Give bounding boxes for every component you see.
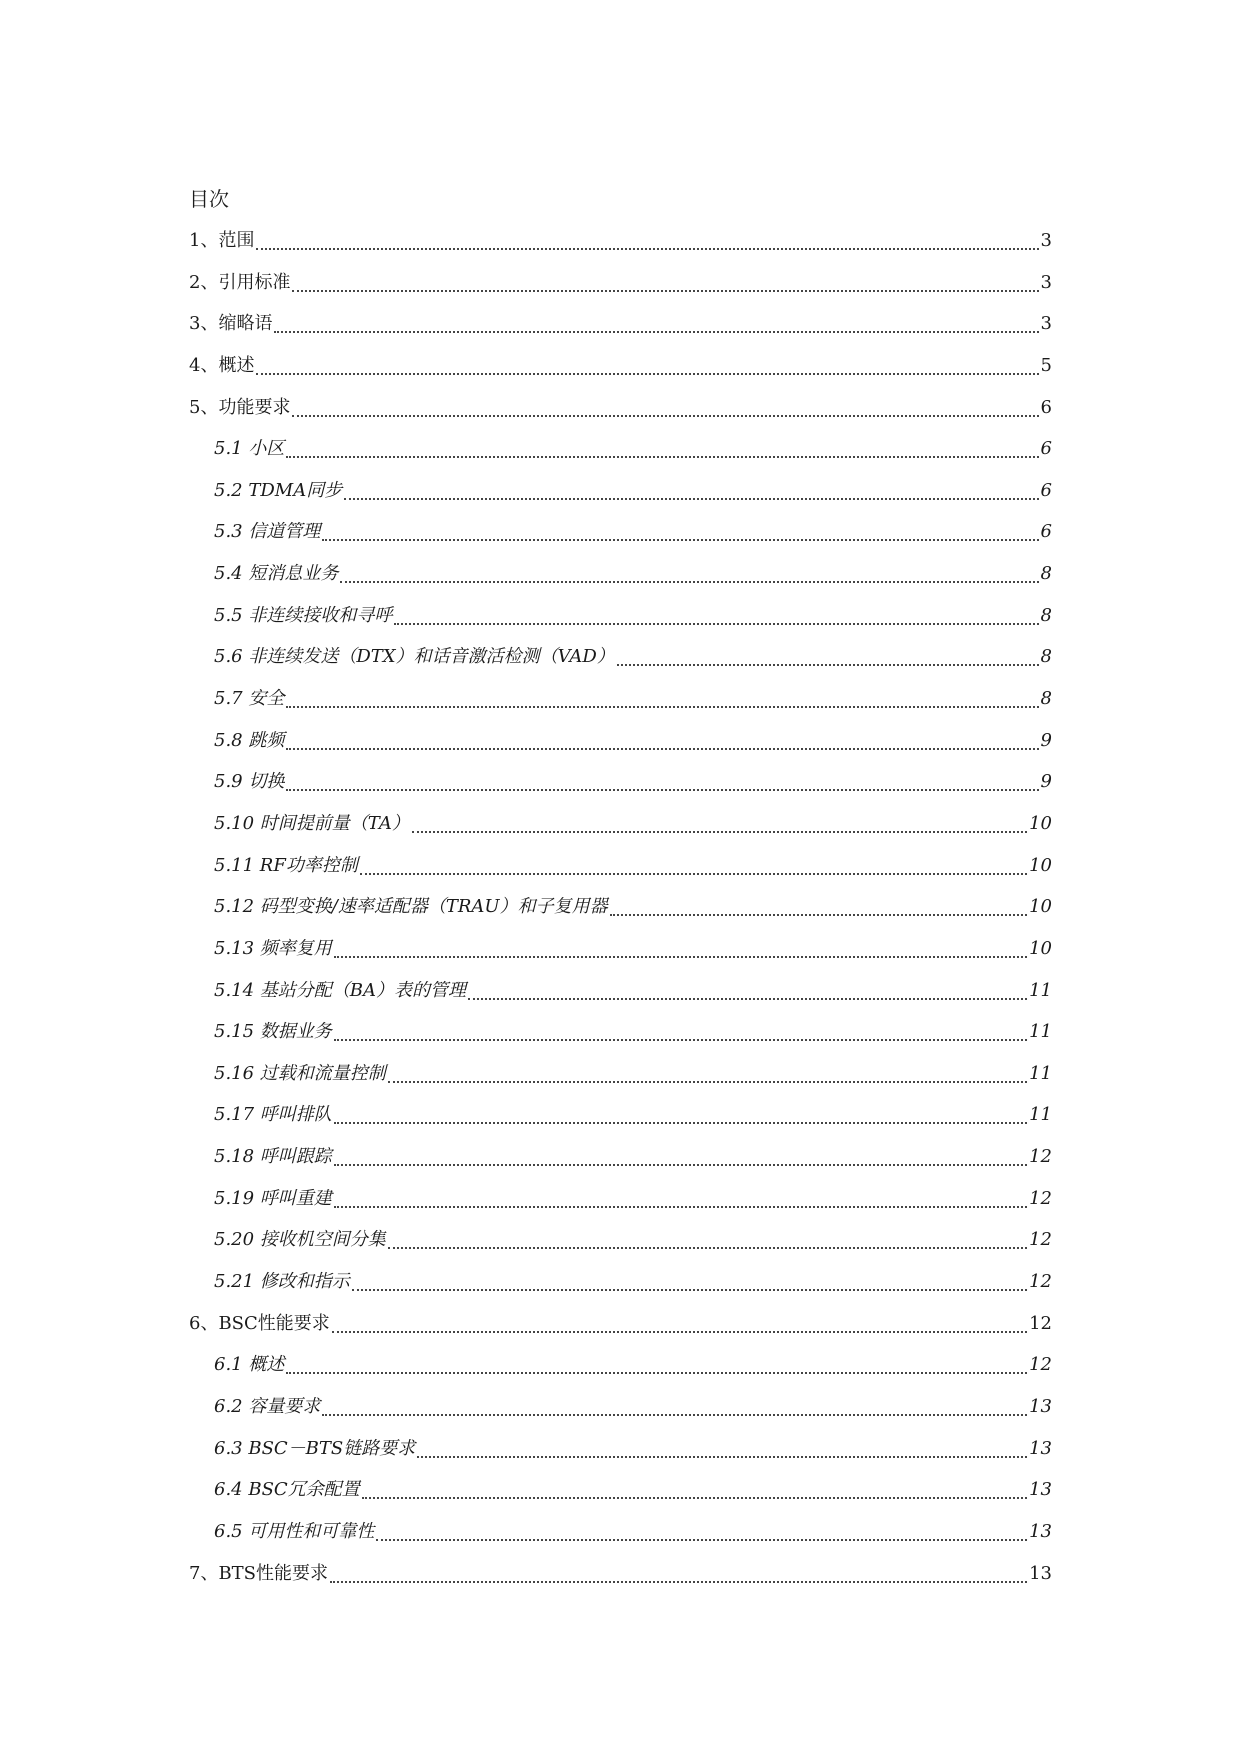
toc-entry-label: 5.21 修改和指示 — [214, 1271, 350, 1293]
toc-dot-leader — [256, 354, 1038, 375]
toc-entry-label: 5.15 数据业务 — [214, 1021, 332, 1043]
toc-entry-label: 5.2 TDMA同步 — [214, 479, 343, 501]
toc-entry-label: 1、范围 — [189, 230, 255, 251]
toc-page-number: 13 — [1029, 1437, 1052, 1459]
toc-page-number: 6 — [1040, 521, 1052, 543]
toc-entry[interactable] — [189, 1437, 1052, 1479]
toc-entry[interactable] — [189, 1312, 1052, 1354]
toc-page-number: 8 — [1040, 604, 1052, 626]
toc-dot-leader — [334, 1103, 1027, 1124]
toc-entry[interactable] — [189, 437, 1052, 479]
toc-dot-leader — [292, 396, 1038, 417]
toc-page-number: 12 — [1029, 1312, 1052, 1334]
toc-page-number: 13 — [1029, 1562, 1052, 1584]
toc-page-number: 11 — [1029, 1021, 1052, 1043]
toc-page-number: 10 — [1029, 896, 1052, 918]
toc-entry-label: 5.16 过载和流量控制 — [214, 1062, 386, 1084]
toc-dot-leader — [412, 812, 1027, 833]
toc-dot-leader — [286, 770, 1038, 791]
toc-page-number: 13 — [1029, 1479, 1052, 1501]
toc-entry[interactable] — [189, 229, 1052, 271]
toc-entry[interactable] — [189, 979, 1052, 1021]
toc-page-number: 3 — [1040, 271, 1052, 293]
toc-entry[interactable] — [189, 1228, 1052, 1270]
toc-entry[interactable] — [189, 1103, 1052, 1145]
toc-page-number: 10 — [1029, 812, 1052, 834]
toc-entry-label: 2、引用标准 — [189, 271, 291, 293]
toc-entry-label: 5.4 短消息业务 — [214, 563, 339, 585]
toc-dot-leader — [394, 604, 1038, 625]
toc-dot-leader — [340, 562, 1038, 583]
toc-entry[interactable] — [189, 812, 1052, 854]
toc-dot-leader — [274, 312, 1038, 333]
toc-dot-leader — [330, 1562, 1027, 1583]
toc-dot-leader — [362, 1478, 1027, 1499]
toc-dot-leader — [388, 1228, 1027, 1249]
toc-page-number: 11 — [1029, 1104, 1052, 1126]
toc-dot-leader — [344, 479, 1038, 500]
toc-entry-label: 6.1 概述 — [214, 1354, 285, 1376]
toc-dot-leader — [617, 645, 1039, 666]
toc-page-number: 8 — [1040, 563, 1052, 585]
toc-dot-leader — [417, 1437, 1027, 1458]
toc-entry[interactable] — [189, 604, 1052, 646]
toc-page-number: 8 — [1040, 688, 1052, 710]
toc-entry-label: 5.3 信道管理 — [214, 521, 321, 543]
toc-page-number: 12 — [1029, 1271, 1052, 1293]
toc-dot-leader — [286, 1353, 1027, 1374]
toc-entry[interactable] — [189, 396, 1052, 438]
toc-entry-label: 5.14 基站分配（BA）表的管理 — [214, 979, 467, 1001]
toc-entry[interactable] — [189, 1520, 1052, 1562]
toc-dot-leader — [322, 1395, 1027, 1416]
toc-page-number: 6 — [1040, 479, 1052, 501]
toc-entry-label: 5.1 小区 — [214, 438, 285, 460]
toc-page-number: 10 — [1029, 937, 1052, 959]
toc-entry-label: 5.11 RF功率控制 — [214, 854, 358, 876]
toc-entry[interactable] — [189, 1395, 1052, 1437]
toc-page-number: 10 — [1029, 854, 1052, 876]
toc-entry-label: 6.5 可用性和可靠性 — [214, 1520, 375, 1542]
toc-entry-label: 5、功能要求 — [189, 396, 291, 418]
toc-page-number: 12 — [1029, 1229, 1052, 1251]
toc-entry-label: 5.8 跳频 — [214, 729, 285, 751]
toc-dot-leader — [610, 895, 1028, 916]
toc-entry[interactable] — [189, 354, 1052, 396]
toc-entry[interactable] — [189, 895, 1052, 937]
toc-entry[interactable] — [189, 1187, 1052, 1229]
toc-page-number: 12 — [1029, 1146, 1052, 1168]
toc-page-number: 3 — [1040, 230, 1052, 251]
toc-entry-label: 3、缩略语 — [189, 313, 273, 335]
toc-dot-leader — [334, 1187, 1027, 1208]
toc-dot-leader — [322, 520, 1038, 541]
toc-entry-label: 5.7 安全 — [214, 688, 285, 710]
toc-page-number: 11 — [1029, 979, 1052, 1001]
toc-dot-leader — [286, 729, 1038, 750]
toc-entry-label: 6.3 BSC－BTS链路要求 — [214, 1437, 416, 1459]
toc-dot-leader — [334, 1145, 1027, 1166]
toc-entry[interactable] — [189, 687, 1052, 729]
toc-page-number: 12 — [1029, 1354, 1052, 1376]
toc-entry-label: 5.17 呼叫排队 — [214, 1104, 332, 1126]
toc-page-number: 13 — [1029, 1395, 1052, 1417]
toc-page-number: 6 — [1040, 438, 1052, 460]
toc-entry-label: 7、BTS性能要求 — [189, 1562, 329, 1584]
toc-dot-leader — [352, 1270, 1027, 1291]
toc-dot-leader — [332, 1312, 1027, 1333]
toc-entry-label: 4、概述 — [189, 354, 255, 376]
toc-page-number: 6 — [1040, 396, 1052, 418]
toc-entry[interactable] — [189, 312, 1052, 354]
toc-entry[interactable] — [189, 729, 1052, 771]
toc-entry-label: 6.4 BSC冗余配置 — [214, 1479, 360, 1501]
toc-entry-label: 6.2 容量要求 — [214, 1395, 321, 1417]
toc-entry-label: 5.9 切换 — [214, 771, 285, 793]
toc-entry[interactable] — [189, 1353, 1052, 1395]
toc-entry[interactable] — [189, 1478, 1052, 1520]
toc-entry-label: 5.12 码型变换/速率适配器（TRAU）和子复用器 — [214, 896, 608, 918]
toc-entry-label: 5.10 时间提前量（TA） — [214, 812, 410, 834]
toc-entry[interactable] — [189, 937, 1052, 979]
toc-title: 目次 — [189, 187, 229, 211]
toc-page-number: 13 — [1029, 1520, 1052, 1542]
toc-dot-leader — [286, 687, 1038, 708]
toc-entry[interactable] — [189, 562, 1052, 604]
toc-dot-leader — [360, 854, 1027, 875]
toc-page-number: 5 — [1040, 354, 1052, 376]
toc-entry[interactable] — [189, 1145, 1052, 1187]
toc-entry[interactable] — [189, 1020, 1052, 1062]
toc-entry-label: 5.13 频率复用 — [214, 937, 332, 959]
toc-dot-leader — [256, 229, 1038, 250]
toc-entry-label: 5.20 接收机空间分集 — [214, 1229, 386, 1251]
toc-entry[interactable] — [189, 645, 1052, 687]
toc-entry-label: 5.5 非连续接收和寻呼 — [214, 604, 393, 626]
toc-entry-label: 5.6 非连续发送（DTX）和话音激活检测（VAD） — [214, 646, 615, 668]
toc-page-number: 3 — [1040, 313, 1052, 335]
toc-page-number: 12 — [1029, 1187, 1052, 1209]
toc-entry-label: 5.18 呼叫跟踪 — [214, 1146, 332, 1168]
toc-dot-leader — [334, 1020, 1027, 1041]
toc-dot-leader — [376, 1520, 1027, 1541]
toc-entry[interactable] — [189, 271, 1052, 313]
toc-page-number: 8 — [1040, 646, 1052, 668]
toc-entry-label: 6、BSC性能要求 — [189, 1312, 330, 1334]
toc-dot-leader — [388, 1062, 1027, 1083]
toc-page-number: 9 — [1040, 729, 1052, 751]
toc-page-number: 9 — [1040, 771, 1052, 793]
toc-list — [189, 229, 1052, 1603]
toc-entry-label: 5.19 呼叫重建 — [214, 1187, 332, 1209]
toc-dot-leader — [286, 437, 1038, 458]
toc-dot-leader — [468, 979, 1027, 1000]
toc-entry[interactable] — [189, 1562, 1052, 1604]
toc-entry[interactable] — [189, 520, 1052, 562]
toc-page-number: 11 — [1029, 1062, 1052, 1084]
toc-entry[interactable] — [189, 770, 1052, 812]
toc-entry[interactable] — [189, 1270, 1052, 1312]
toc-entry[interactable] — [189, 854, 1052, 896]
toc-dot-leader — [292, 271, 1038, 292]
toc-dot-leader — [334, 937, 1027, 958]
toc-entry[interactable] — [189, 479, 1052, 521]
toc-entry[interactable] — [189, 1062, 1052, 1104]
